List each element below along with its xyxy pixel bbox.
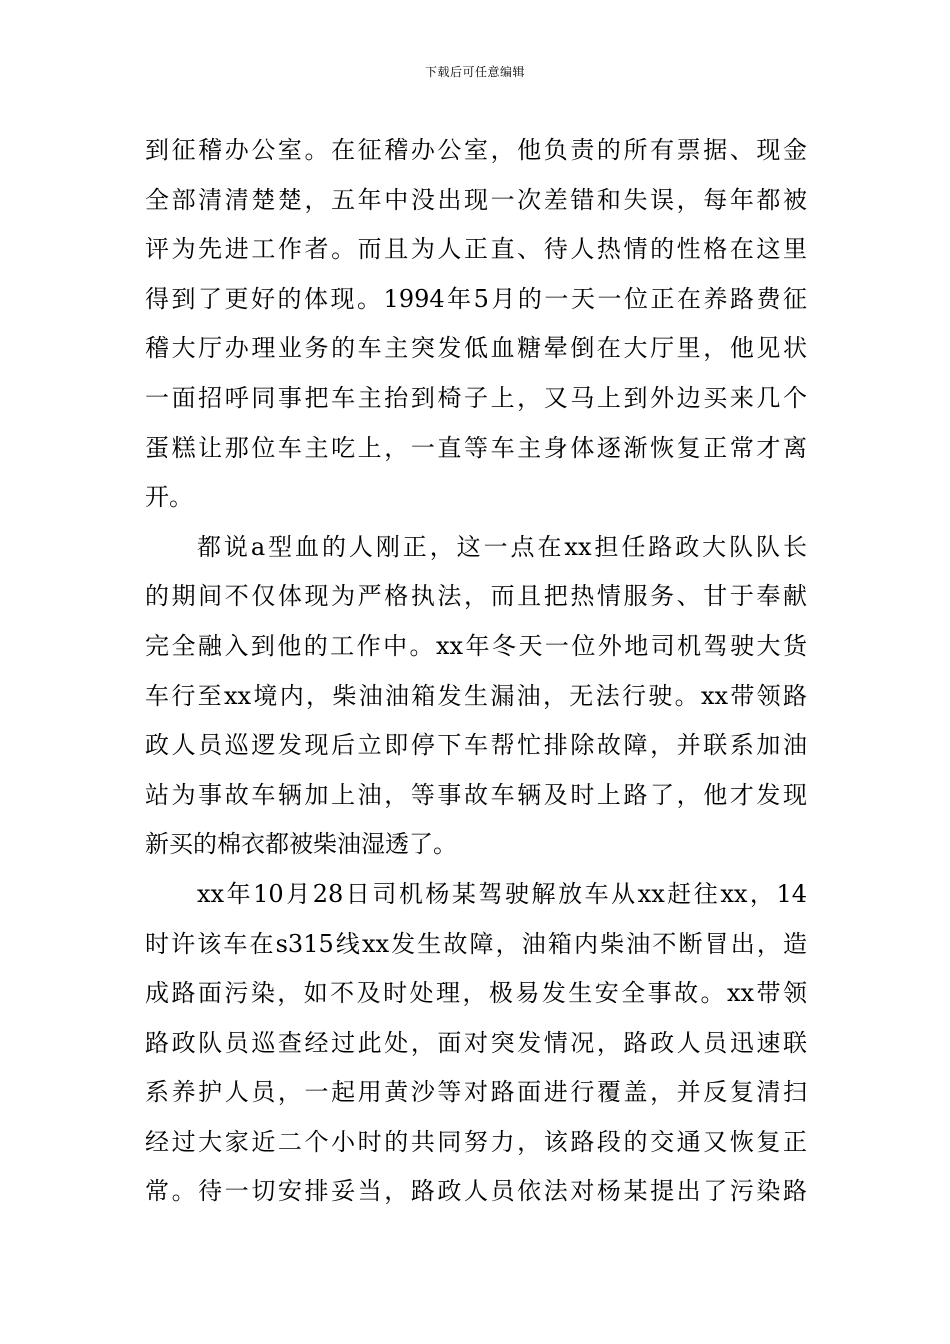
page-header: 下载后可任意编辑 bbox=[424, 65, 525, 79]
text-line: 蛋糕让那位车主吃上，一直等车主身体逐渐恢复正常才离 bbox=[145, 433, 807, 462]
text-line: 评为先进工作者。而且为人正直、待人热情的性格在这里 bbox=[145, 235, 807, 264]
text-line: 完全融入到他的工作中。xx年冬天一位外地司机驾驶大货 bbox=[145, 631, 807, 660]
text-line: 路政队员巡查经过此处，面对突发情况，路政人员迅速联 bbox=[145, 1028, 807, 1057]
text-line: 车行至xx境内，柴油油箱发生漏油，无法行驶。xx带领路 bbox=[145, 681, 807, 710]
text-line: 都说a型血的人刚正，这一点在xx担任路政大队队长 bbox=[197, 532, 807, 561]
text-line: 全部清清楚楚，五年中没出现一次差错和失误，每年都被 bbox=[145, 185, 807, 214]
text-line: 站为事故车辆加上油，等事故车辆及时上路了，他才发现 bbox=[145, 780, 807, 809]
text-line: 政人员巡逻发现后立即停下车帮忙排除故障，并联系加油 bbox=[145, 731, 807, 760]
paragraph-3 bbox=[145, 870, 807, 1217]
text-line: 时许该车在s315线xx发生故障，油箱内柴油不断冒出，造 bbox=[145, 929, 807, 958]
text-line: 得到了更好的体现。1994年5月的一天一位正在养路费征 bbox=[145, 284, 807, 313]
text-line: 系养护人员，一起用黄沙等对路面进行覆盖，并反复清扫 bbox=[145, 1078, 807, 1107]
text-line: 经过大家近二个小时的共同努力，该路段的交通又恢复正 bbox=[145, 1127, 807, 1156]
text-line: 的期间不仅体现为严格执法，而且把热情服务、甘于奉献 bbox=[145, 582, 807, 611]
text-line: 稽大厅办理业务的车主突发低血糖晕倒在大厅里，他见状 bbox=[145, 334, 807, 363]
text-line: xx年10月28日司机杨某驾驶解放车从xx赶往xx，14 bbox=[197, 879, 807, 908]
document-body bbox=[145, 126, 807, 1217]
text-line: 开。 bbox=[145, 483, 193, 512]
paragraph-2 bbox=[145, 523, 807, 870]
text-line: 到征稽办公室。在征稽办公室，他负责的所有票据、现金 bbox=[145, 136, 807, 164]
text-line: 一面招呼同事把车主抬到椅子上，又马上到外边买来几个 bbox=[145, 383, 807, 412]
text-line: 新买的棉衣都被柴油湿透了。 bbox=[145, 830, 457, 859]
paragraph-1 bbox=[145, 126, 807, 523]
text-line: 成路面污染，如不及时处理，极易发生安全事故。xx带领 bbox=[145, 979, 807, 1008]
text-line: 常。待一切安排妥当，路政人员依法对杨某提出了污染路 bbox=[145, 1177, 807, 1206]
